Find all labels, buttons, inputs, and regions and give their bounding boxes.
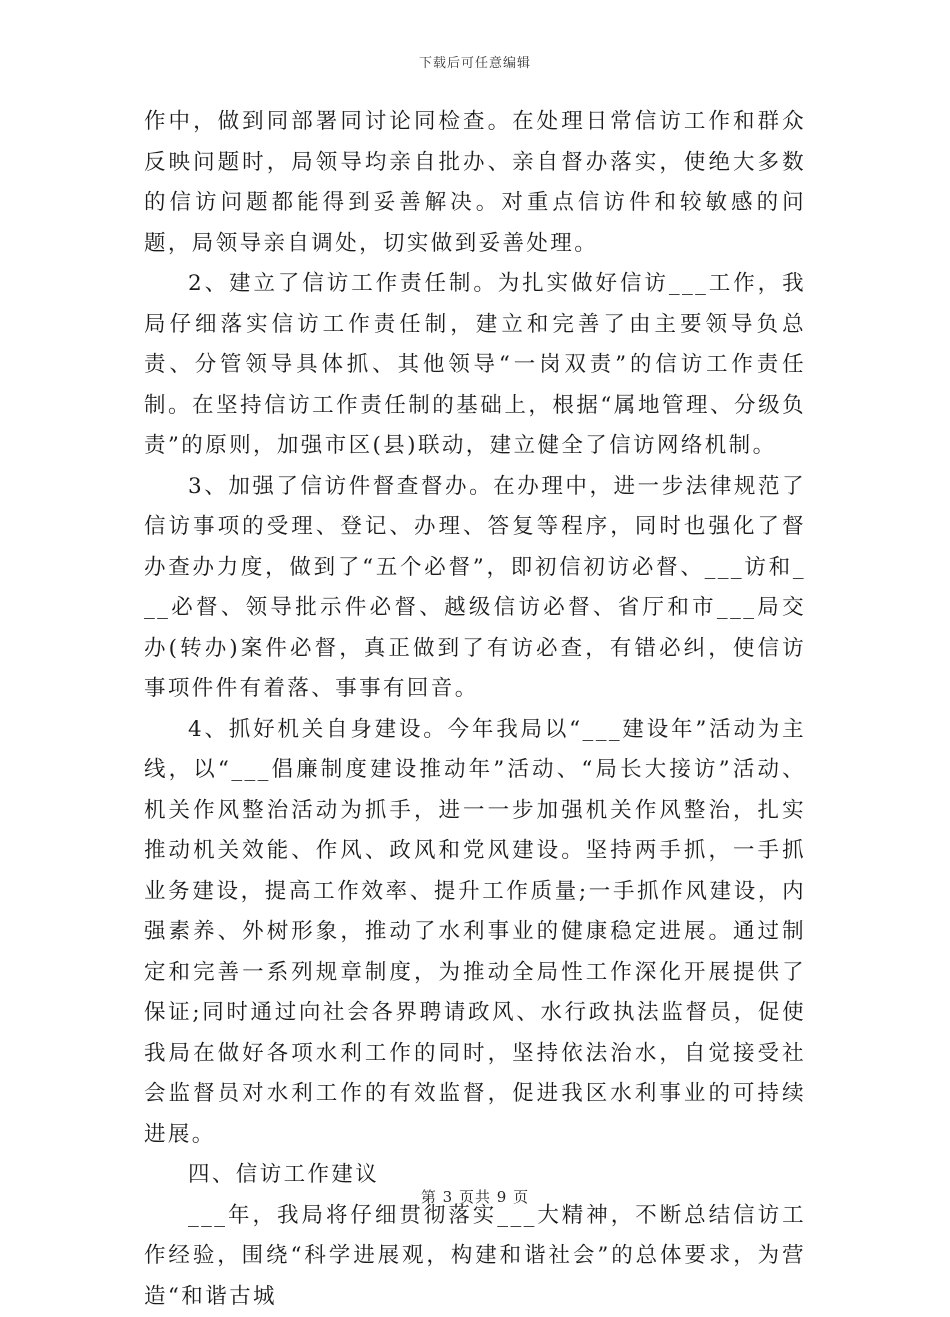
paragraph-item-2: 2、建立了信访工作责任制。为扎实做好信访___工作，我局仔细落实信访工作责任制，建立和完善了由主要领导负总责、分管领导具体抓、其他领导“一岗双责”的信访工作责任制。在坚持信访工作责任制的基础上，根据“属地管理、分级负责”的原则，加强市区(县)联动，建立健全了信访网络机制。 (144, 264, 806, 467)
paragraph-item-4: 4、抓好机关自身建设。今年我局以“___建设年”活动为主线，以“___倡廉制度建设推动年”活动、“局长大接访”活动、机关作风整治活动为抓手，进一一步加强机关作风整治，扎实推动机关效能、作风、政风和党风建设。坚持两手抓，一手抓业务建设，提高工作效率、提升工作质量;一手抓作风建设，内强素养、外树形象，推动了水利事业的健康稳定进展。通过制定和完善一系列规章制度，为推动全局性工作深化开展提供了保证;同时通过向社会各界聘请政风、水行政执法监督员，促使我局在做好各项水利工作的同时，坚持依法治水，自觉接受社会监督员对水利工作的有效监督，促进我区水利事业的可持续进展。 (144, 710, 806, 1156)
paragraph-continuation: 作中，做到同部署同讨论同检查。在处理日常信访工作和群众反映问题时，局领导均亲自批办、亲自督办落实，使绝大多数的信访问题都能得到妥善解决。对重点信访件和较敏感的问题，局领导亲自调处，切实做到妥善处理。 (144, 102, 806, 264)
paragraph-section-four-body: ___年，我局将仔细贯彻落实___大精神，不断总结信访工作经验，围绕“科学进展观，构建和谐社会”的总体要求，为营造“和谐古城 (144, 1196, 806, 1317)
page-header: 下载后可任意编辑 (0, 52, 950, 71)
page-number-footer: 第 3 页共 9 页 (0, 1186, 950, 1207)
document-body (144, 102, 806, 1317)
section-heading-four: 四、信访工作建议 (144, 1155, 806, 1196)
paragraph-item-3: 3、加强了信访件督查督办。在办理中，进一步法律规范了信访事项的受理、登记、办理、答复等程序，同时也强化了督办查办力度，做到了“五个必督”，即初信初访必督、___访和___必督、领导批示件必督、越级信访必督、省厅和市___局交办(转办)案件必督，真正做到了有访必查，有错必纠，使信访事项件件有着落、事事有回音。 (144, 467, 806, 710)
